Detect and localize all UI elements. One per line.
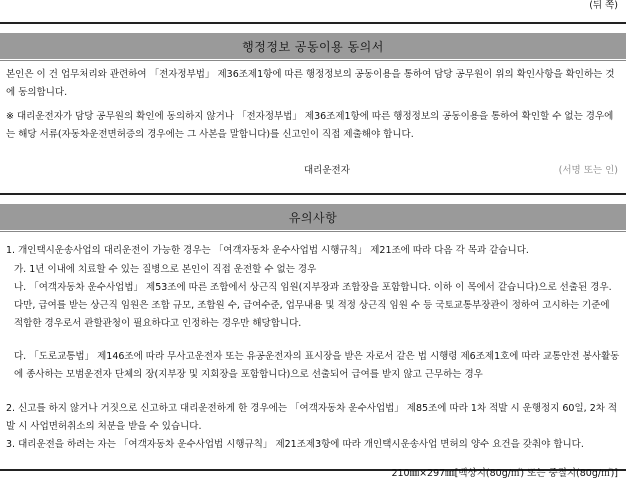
notes-title: 유의사항 — [288, 210, 338, 225]
proxy-driver-label: 대리운전자 — [304, 165, 350, 176]
consent-note: ※ 대리운전자가 담당 공무원의 확인에 동의하지 않거나 「전자정부법」 제36조제1항에 따른 행정정보의 공동이용을 통하여 확인할 수 없는 경우에는 해당 서류(자동차운전면허증의 경우에는 그 사본을 말합니다)를 신고인이 직접 제출해야 합니다. — [6, 111, 614, 141]
notes-section-header — [0, 204, 626, 230]
consent-paragraph: 본인은 이 건 업무처리와 관련하여 「전자정부법」 제36조제1항에 따른 행정정보의 공동이용을 통하여 담당 공무원이 위의 확인사항을 확인하는 것에 동의합니다. — [6, 69, 615, 99]
note-item-1: 1. 개인택시운송사업의 대리운전이 가능한 경우는 「여객자동차 운수사업법 시행규칙」 제21조에 따라 다음 각 목과 같습니다. — [6, 245, 529, 256]
signature-field[interactable]: (서명 또는 인) — [558, 165, 618, 176]
section-divider — [0, 193, 626, 195]
paper-spec: 210㎜×297㎜[백상지(80g/㎡) 또는 중질지(80g/㎡)] — [391, 468, 618, 479]
note-item-1-ga: 가. 1년 이내에 치료할 수 있는 질병으로 본인이 직접 운전할 수 없는 경우 — [14, 264, 317, 275]
consent-title: 행정정보 공동이용 동의서 — [242, 39, 384, 54]
section-divider — [0, 231, 626, 232]
section-divider — [0, 60, 626, 61]
note-item-1-da: 다. 「도로교통법」 제146조에 따라 무사고운전자 또는 유공운전자의 표시장을 받은 자로서 같은 법 시행령 제6조제1호에 따라 교통안전 봉사활동에 종사하는 모범운전자 단체의 장(지부장 및 지회장을 포함합니다)으로 선출되어 급여를 받지 않고 근무하는 경우 — [14, 351, 620, 381]
section-divider — [0, 22, 626, 24]
note-item-2: 2. 신고를 하지 않거나 거짓으로 신고하고 대리운전하게 한 경우에는 「여객자동차 운수사업법」 제85조에 따라 1차 적발 시 운행정지 60일, 2차 적발 시 사업면허취소의 처분을 받을 수 있습니다. — [6, 403, 618, 433]
note-item-3: 3. 대리운전을 하려는 자는 「여객자동차 운수사업법 시행규칙」 제21조제3항에 따라 개인택시운송사업 면허의 양수 요건을 갖춰야 합니다. — [6, 439, 584, 450]
back-side-label: (뒤 쪽) — [589, 0, 618, 11]
note-item-1-na: 나. 「여객자동차 운수사업법」 제53조에 따른 조합에서 상근직 임원(지부장과 조합장을 포함합니다. 이하 이 목에서 같습니다)으로 선출된 경우. 다만, 급여를 받는 상근직 임원은 조합 규모, 조합원 수, 급여수준, 업무내용 및 적정 상근직 임원 수 등 국토교통부장관이 정하여 고시하는 기준에 적합한 경우로서 관할관청이 필요하다고 인정하는 경우만 해당합니다. — [14, 282, 612, 330]
consent-section-header — [0, 33, 626, 59]
